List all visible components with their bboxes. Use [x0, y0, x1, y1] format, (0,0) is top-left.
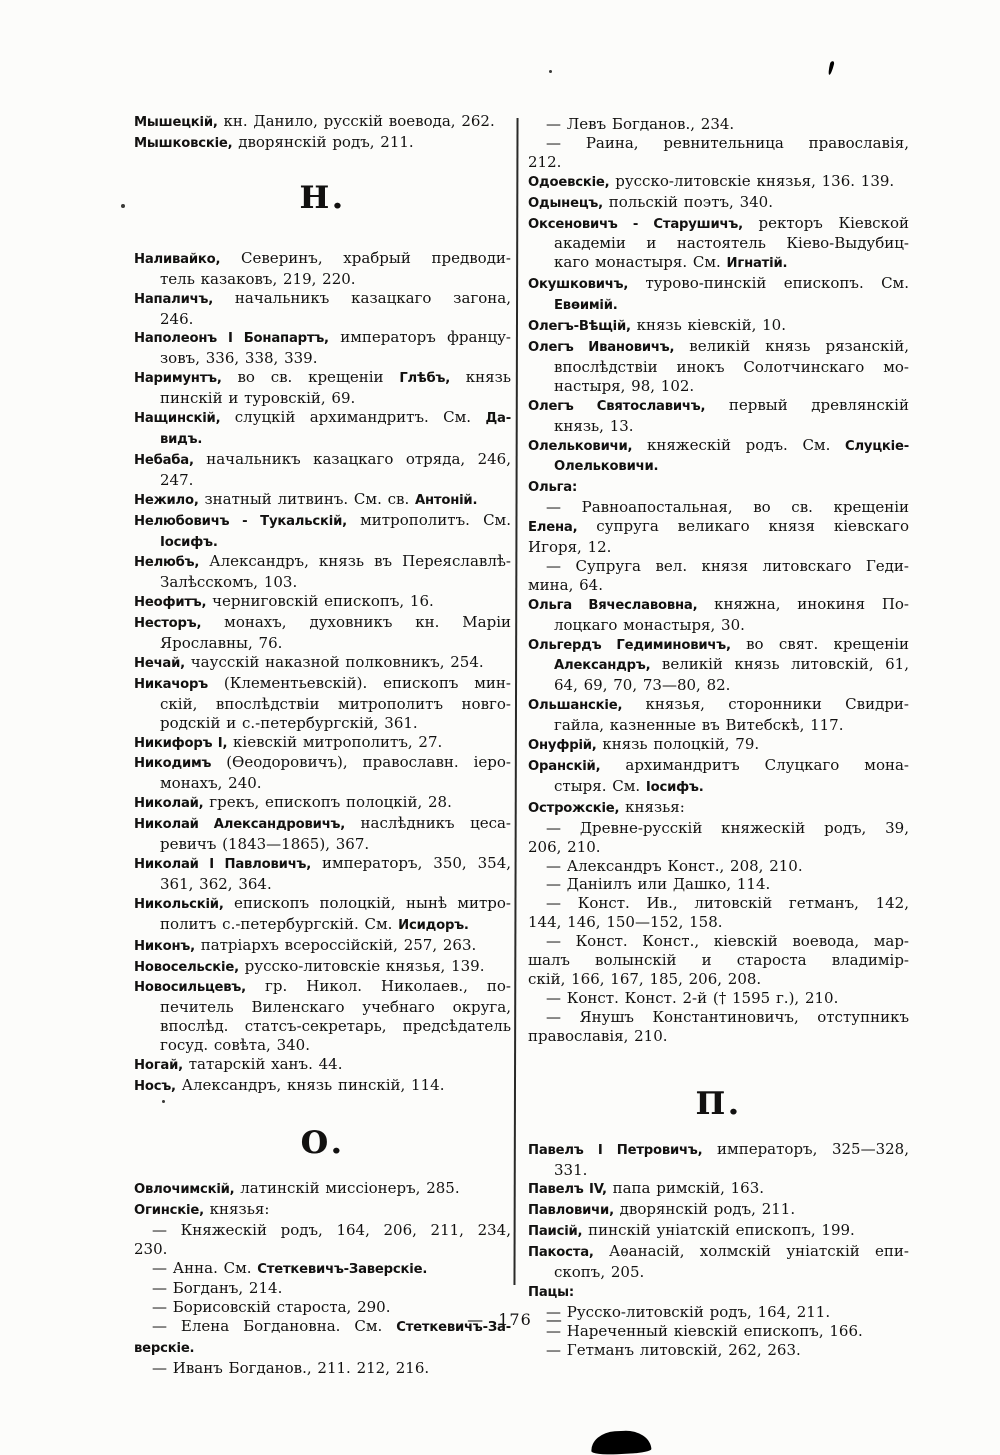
headword: Павловичи,	[528, 1203, 614, 1219]
index-entry	[134, 511, 511, 553]
scan-tick-mark	[827, 61, 834, 76]
index-entry	[528, 1179, 909, 1200]
index-entry	[528, 798, 909, 819]
index-entry	[134, 133, 511, 154]
text-line	[134, 1338, 511, 1359]
scan-speck	[549, 70, 552, 73]
index-entry	[134, 289, 511, 329]
text-line: православія, 210.	[528, 1026, 668, 1045]
text-line: — Богданъ, 214.	[152, 1279, 283, 1298]
headword: Павелъ IV,	[528, 1182, 607, 1198]
text-line: госуд. совѣта, 340.	[160, 1036, 310, 1055]
headword: Одоевскіе,	[528, 174, 610, 190]
index-entry	[134, 1076, 511, 1097]
text-line: Никифоръ I, кіевскій митрополитъ, 27.	[134, 732, 443, 751]
headword: Нелюбъ,	[134, 555, 200, 571]
text-line: Павловичи, дворянскій родъ, 211.	[528, 1200, 796, 1219]
text-line	[528, 477, 909, 498]
index-subentry	[528, 875, 909, 894]
index-entry	[528, 172, 909, 193]
ink-smudge	[590, 1429, 651, 1455]
text-line: Оксеновичъ - Старушичъ, ректоръ Кіевской	[528, 213, 909, 232]
index-entry	[134, 854, 511, 894]
text-line: Оранскій, архимандритъ Слуцкаго мона-	[528, 756, 909, 774]
text-line: впослѣд. статсъ-секретарь, предсѣдатель	[160, 1017, 511, 1036]
text-line	[528, 1282, 909, 1303]
index-subentry	[134, 1359, 511, 1378]
text-line: Новосильцевъ, гр. Никол. Николаев., по-	[134, 977, 511, 996]
text-line: Нащинскій, слуцкій архимандритъ. См. Да-	[134, 408, 511, 427]
index-entry	[528, 436, 909, 478]
index-entry	[134, 592, 511, 613]
text-line: Нежило, знатный литвинъ. См. св. Антоній.	[134, 489, 478, 508]
text-line: впослѣдствіи инокъ Солотчинскаго мо-	[554, 357, 909, 376]
text-line: пинскій и туровскій, 69.	[160, 389, 356, 408]
text-line: Ногай, татарскій ханъ. 44.	[134, 1055, 343, 1074]
text-line	[134, 532, 511, 553]
headword: Іосифъ.	[645, 779, 704, 795]
text-line: Окушковичъ, турово-пинскій епископъ. См.	[528, 274, 909, 293]
text-line: Наримунтъ, во св. крещеніи Глѣбъ, князь	[134, 368, 511, 387]
headword: Пакоста,	[528, 1245, 594, 1261]
section-heading: Н.	[299, 179, 346, 216]
text-line: 230.	[134, 1239, 168, 1258]
headword: Пацы:	[528, 1284, 574, 1300]
headword: Ольгердъ Гедиминовичъ,	[528, 637, 731, 653]
headword: Ногай,	[134, 1058, 183, 1074]
text-line: 212.	[528, 152, 562, 171]
index-entry	[134, 977, 511, 1055]
headword: Николай I Павловичъ,	[134, 857, 312, 872]
text-line: Одоевскіе, русско-литовскіе князья, 136. 139.	[528, 171, 895, 190]
text-line: — Александръ Конст., 208, 210.	[546, 856, 803, 875]
headword: Окушковичъ,	[528, 277, 629, 293]
headword: Павелъ I Петровичъ,	[528, 1142, 703, 1158]
text-line: Паисій, пинскій уніатскій епископъ, 199.	[528, 1221, 855, 1240]
index-entry	[134, 490, 511, 511]
headword: Нелюбовичъ - Тукальскій,	[134, 513, 347, 529]
headword: Олегъ-Вѣщій,	[528, 319, 631, 335]
index-entry	[134, 112, 511, 133]
text-line: Ольга Вячеславовна, княжна, инокиня По-	[528, 594, 910, 613]
index-entry	[528, 1140, 909, 1180]
text-line: Никачоръ (Клементьевскій). епископъ мин-	[134, 673, 511, 692]
text-line: Николай I Павловичъ, императоръ, 350, 354,	[134, 854, 512, 872]
index-entry	[528, 735, 909, 756]
text-line: зовъ, 336, 338, 339.	[160, 349, 318, 368]
headword: Никифоръ I,	[134, 735, 228, 751]
headword: Стеткевичъ-Заверскіе.	[257, 1261, 428, 1277]
index-entry	[134, 753, 511, 793]
text-line: Овлочимскій, латинскій миссіонеръ, 285.	[134, 1178, 460, 1197]
headword: Николай,	[134, 796, 204, 812]
index-entry	[134, 733, 511, 754]
headword: Антоній.	[414, 492, 478, 508]
headword: Напаличъ,	[134, 291, 214, 307]
text-line: Ольгердъ Гедиминовичъ, во свят. крещеніи	[528, 634, 909, 653]
text-line: ревичъ (1843—1865), 367.	[160, 835, 370, 854]
headword: Евѳимій.	[554, 298, 618, 314]
text-line: Мышецкій, кн. Данило, русскій воевода, 262.	[134, 112, 495, 130]
index-entry	[134, 936, 511, 957]
headword: Мышецкій,	[134, 115, 218, 130]
headword: Нащинскій,	[134, 411, 221, 427]
index-entry	[528, 477, 909, 498]
text-line	[528, 456, 909, 477]
scan-speck	[162, 1100, 165, 1103]
text-line: Олельковичи, княжескій родъ. См. Слуцкіе-	[528, 435, 909, 454]
text-line: настыря, 98, 102.	[554, 376, 695, 395]
index-entry	[528, 274, 909, 316]
headword: Олегъ Ивановичъ,	[528, 339, 675, 355]
text-line: гайла, казненные въ Витебскѣ, 117.	[554, 716, 844, 735]
index-subentry	[528, 894, 909, 932]
headword: Неофитъ,	[134, 595, 207, 611]
text-line: — Княжескій родъ, 164, 206, 211, 234,	[152, 1220, 511, 1239]
text-line: скій, впослѣдствіи митрополитъ новго-	[160, 694, 511, 713]
headword: Стеткевичъ-За-	[396, 1320, 511, 1336]
index-entry	[134, 368, 511, 408]
text-line: тель казаковъ, 219, 220.	[160, 269, 356, 288]
index-entry	[528, 214, 909, 275]
headword: Александръ,	[554, 658, 651, 674]
headword: Паисій,	[528, 1224, 583, 1240]
headword: Несторъ,	[134, 616, 202, 632]
text-line: — Левъ Богданов., 234.	[546, 115, 735, 133]
headword: Игнатій.	[726, 256, 788, 272]
text-line: Ярославны, 76.	[160, 634, 283, 653]
index-entry	[528, 695, 909, 735]
text-line: Павелъ I Петровичъ, императоръ, 325—328,	[528, 1139, 909, 1158]
text-line: — Супруга вел. князя литовскаго Геди-	[546, 556, 909, 575]
index-entry	[528, 1282, 909, 1303]
index-column-right	[528, 115, 909, 1360]
headword: Іосифъ.	[160, 534, 218, 550]
index-entry	[134, 450, 511, 490]
index-subentry	[528, 857, 909, 876]
text-line: Нелюбовичъ - Тукальскій, митрополитъ. См.	[134, 510, 511, 529]
text-line: Нелюбъ, Александръ, князь въ Переяславлѣ-	[134, 552, 511, 571]
headword: Елена,	[528, 520, 578, 536]
text-line: Ольшанскіе, князья, сторонники Свидри-	[528, 695, 909, 714]
text-line: скій, 166, 167, 185, 206, 208.	[528, 969, 762, 988]
index-entry	[528, 595, 909, 635]
text-line: Мышковскіе, дворянскій родъ, 211.	[134, 132, 414, 151]
headword: Никачоръ	[134, 676, 208, 692]
headword: Ольга:	[528, 480, 578, 496]
headword: Наполеонъ I Бонапартъ,	[134, 331, 329, 347]
headword: Никонъ,	[134, 938, 195, 954]
headword: видъ.	[160, 431, 203, 447]
index-entry	[134, 408, 511, 450]
index-entry	[528, 396, 909, 436]
headword: Наримунтъ,	[134, 371, 222, 387]
text-line: Никонъ, патріархъ всероссійскій, 257, 263.	[134, 935, 477, 954]
headword: Нежило,	[134, 492, 199, 508]
text-line: Неофитъ, черниговскій епископъ, 16.	[134, 592, 434, 611]
text-line: Залѣсскомъ, 103.	[160, 573, 298, 592]
headword: Овлочимскій,	[134, 1181, 235, 1197]
index-entry	[134, 674, 511, 733]
index-subentry	[528, 819, 909, 857]
headword: верскіе.	[134, 1341, 195, 1357]
index-entry	[134, 328, 511, 368]
index-subentry	[528, 557, 909, 595]
text-line: Одынецъ, польскій поэтъ, 340.	[528, 192, 773, 211]
index-entry	[134, 894, 511, 936]
text-line: 144, 146, 150—152, 158.	[528, 913, 723, 932]
text-line	[134, 429, 511, 450]
index-subentry	[528, 932, 909, 989]
headword: Ольга Вячеславовна,	[528, 597, 698, 613]
headword: Нечай,	[134, 655, 185, 671]
text-line: Олегъ-Вѣщій, князь кіевскій, 10.	[528, 316, 786, 335]
index-entry	[134, 552, 511, 592]
index-subentry	[528, 498, 909, 557]
index-entry	[134, 957, 511, 978]
text-line: 331.	[554, 1160, 588, 1179]
text-line: политъ с.-петербургскій. См. Исидоръ.	[160, 914, 469, 933]
text-line: Несторъ, монахъ, духовникъ кн. Маріи	[134, 613, 511, 632]
index-column-left	[134, 112, 511, 1378]
text-line: — Иванъ Богданов., 211. 212, 216.	[152, 1359, 430, 1378]
headword: Да-	[485, 411, 511, 427]
text-line: — Нареченный кіевскій епископъ, 166.	[546, 1321, 863, 1340]
text-line: академіи и настоятель Кіево-Выдубиц-	[554, 234, 909, 253]
scan-speck	[121, 204, 125, 208]
text-line: — Борисовскій староста, 290.	[152, 1298, 391, 1317]
index-subentry	[528, 1008, 909, 1046]
headword: Небаба,	[134, 452, 194, 468]
text-line: 246.	[160, 309, 194, 328]
text-line: 361, 362, 364.	[160, 874, 272, 893]
text-line: — Анна. См. Стеткевичъ-Заверскіе.	[152, 1258, 428, 1277]
headword: Никодимъ	[134, 756, 212, 772]
index-entry	[528, 193, 909, 214]
text-line: Никодимъ (Ѳеодоровичъ), православн. іеро-	[134, 753, 511, 772]
text-line: Наливайко, Северинъ, храбрый предводи-	[134, 248, 511, 267]
text-line: — Конст. Ив., литовскій гетманъ, 142,	[546, 894, 909, 913]
text-line: Павелъ IV, папа римскій, 163.	[528, 1179, 765, 1198]
text-line: 247.	[160, 470, 194, 489]
index-subentry	[134, 1259, 511, 1280]
index-subentry	[528, 134, 909, 172]
text-line: — Даніилъ или Дашко, 114.	[546, 875, 771, 894]
section-heading: О.	[300, 1124, 345, 1161]
headword: Новосельскіе,	[134, 959, 239, 975]
headword: Огинскіе,	[134, 1202, 204, 1218]
text-line: Пакоста, Аѳанасій, холмскій уніатскій епи-	[528, 1242, 909, 1261]
index-entry	[134, 249, 511, 289]
headword: Глѣбъ,	[399, 371, 451, 387]
text-line: — Янушъ Константиновичъ, отступникъ	[546, 1007, 909, 1026]
text-line: — Раина, ревнительница православія,	[546, 133, 909, 152]
index-entry	[134, 1179, 511, 1200]
text-line: монахъ, 240.	[160, 774, 262, 793]
text-line: князь, 13.	[554, 416, 634, 435]
headword: Олельковичи.	[554, 459, 659, 475]
text-line: Новосельскіе, русско-литовскіе князья, 139.	[134, 956, 485, 975]
text-line: — Конст. Конст., кіевскій воевода, мар-	[546, 932, 909, 951]
text-line: Онуфрій, князь полоцкій, 79.	[528, 735, 760, 754]
headword: Носъ,	[134, 1078, 176, 1094]
index-entry	[528, 1242, 909, 1282]
text-line: Острожскіе, князья:	[528, 797, 685, 816]
index-entry	[134, 613, 511, 653]
headword: Олельковичи,	[528, 438, 633, 454]
text-line: Елена, супруга великаго князя кіевскаго	[528, 517, 909, 536]
text-line: каго монастыря. См. Игнатій.	[554, 253, 788, 272]
index-entry	[528, 1200, 909, 1221]
text-line: Напаличъ, начальникъ казацкаго загона,	[134, 288, 511, 307]
text-line: Николай Александровичъ, наслѣдникъ цеса-	[134, 814, 511, 833]
headword: Острожскіе,	[528, 800, 620, 816]
index-subentry	[528, 115, 909, 134]
index-subentry	[528, 989, 909, 1008]
index-entry	[134, 793, 511, 814]
text-line: — Гетманъ литовскій, 262, 263.	[546, 1340, 801, 1359]
index-subentry	[134, 1279, 511, 1298]
text-line: Олегъ Ивановичъ, великій князь рязанскій,	[528, 336, 909, 355]
text-line: Игоря, 12.	[528, 538, 612, 557]
text-line: мина, 64.	[528, 575, 603, 594]
text-line: родскій и с.-петербургскій, 361.	[160, 713, 418, 732]
headword: Никольскій,	[134, 896, 224, 912]
headword: Ольшанскіе,	[528, 698, 623, 714]
text-line: 64, 69, 70, 73—80, 82.	[554, 676, 731, 695]
page-number: — 176 —	[467, 1310, 563, 1329]
index-subentry	[134, 1221, 511, 1259]
headword: Мышковскіе,	[134, 135, 233, 151]
text-line: — Равноапостальная, во св. крещеніи	[546, 498, 909, 517]
index-entry	[528, 316, 909, 337]
text-line: Небаба, начальникъ казацкаго отряда, 246,	[134, 449, 511, 468]
section-heading: П.	[695, 1085, 742, 1122]
text-line: стыря. См. Іосифъ.	[554, 776, 704, 795]
column-divider-rule	[513, 118, 518, 1285]
index-entry	[528, 1221, 909, 1242]
text-line: Николай, грекъ, епископъ полоцкій, 28.	[134, 793, 452, 812]
text-line: — Русско-литовскій родъ, 164, 211.	[546, 1302, 831, 1321]
text-line: 206, 210.	[528, 837, 601, 856]
index-entry	[528, 337, 909, 396]
text-line: — Древне-русскій княжескій родъ, 39,	[546, 818, 909, 837]
headword: Новосильцевъ,	[134, 980, 246, 996]
headword: Оранскій,	[528, 759, 601, 774]
index-entry	[528, 635, 909, 696]
headword: Одынецъ,	[528, 195, 603, 211]
index-entry	[134, 1200, 511, 1221]
text-line: Александръ, великій князь литовскій, 61,	[554, 655, 909, 674]
index-entry	[134, 653, 511, 674]
text-line	[528, 295, 909, 316]
text-line: лоцкаго монастыря, 30.	[554, 615, 745, 634]
text-line: — Конст. Конст. 2-й († 1595 г.), 210.	[546, 988, 839, 1007]
headword: Николай Александровичъ,	[134, 817, 346, 833]
text-line: печитель Виленскаго учебнаго округа,	[160, 998, 511, 1017]
text-line: Никольскій, епископъ полоцкій, нынѣ митро-	[134, 893, 511, 912]
headword: Оксеновичъ - Старушичъ,	[528, 216, 743, 232]
headword: Исидоръ.	[398, 917, 469, 933]
text-line: — Елена Богдановна. См. Стеткевичъ-За-	[152, 1317, 511, 1336]
text-line: шалъ волынскій и староста владимір-	[528, 951, 909, 970]
index-subentry	[528, 1341, 909, 1360]
index-entry	[528, 756, 909, 798]
index-entry	[134, 1055, 511, 1076]
text-line: Олегъ Святославичъ, первый древлянскій	[528, 395, 909, 414]
text-line: Наполеонъ I Бонапартъ, императоръ францу-	[134, 328, 511, 347]
headword: Онуфрій,	[528, 738, 597, 754]
text-line: Огинскіе, князья:	[134, 1199, 270, 1218]
index-entry	[134, 814, 511, 854]
headword: Олегъ Святославичъ,	[528, 398, 706, 414]
headword: Слуцкіе-	[845, 438, 909, 454]
text-line: Нечай, чаусскій наказной полковникъ, 254.	[134, 652, 484, 671]
text-line: скопъ, 205.	[554, 1263, 645, 1282]
text-line: Носъ, Александръ, князь пинскій, 114.	[134, 1075, 445, 1094]
headword: Наливайко,	[134, 251, 221, 267]
